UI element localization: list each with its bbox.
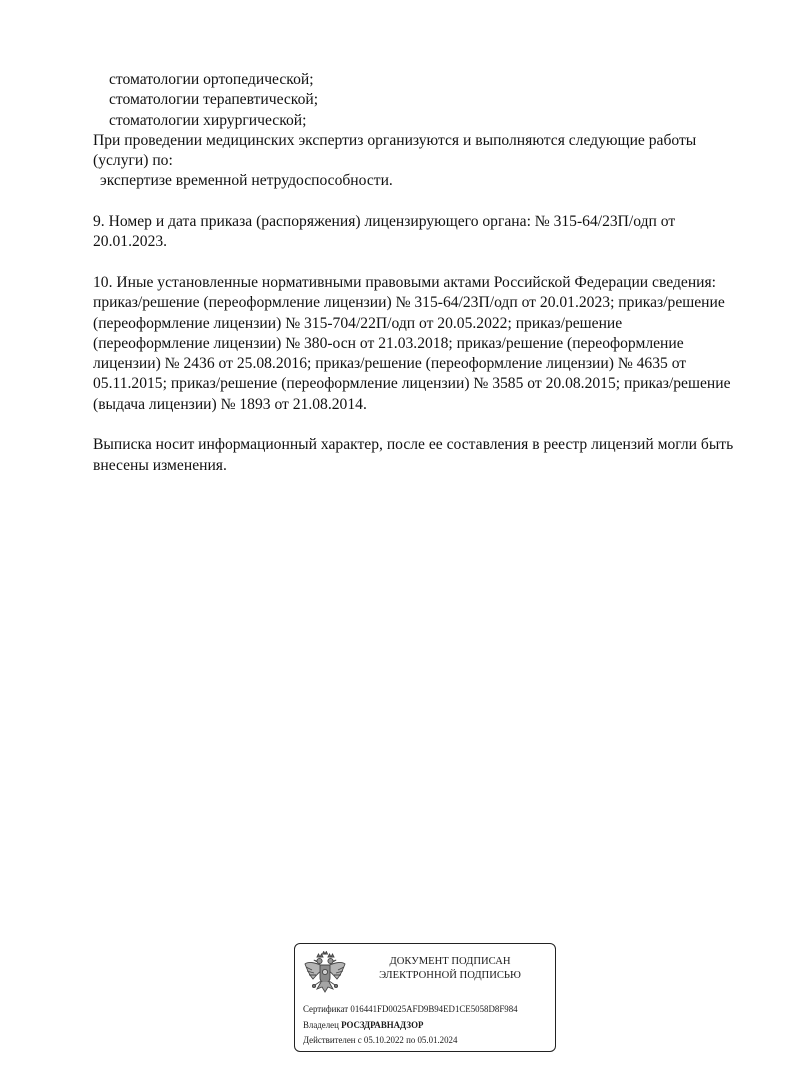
owner-row [303, 1018, 518, 1034]
list-item-surgical: стоматологии хирургической; [109, 111, 307, 129]
electronic-signature-stamp [294, 943, 556, 1052]
stamp-title [351, 955, 549, 982]
stamp-details [303, 1002, 518, 1049]
certificate-value: 016441FD0025AFD9B94ED1CE5058D8F984 [350, 1004, 518, 1014]
stamp-title-line-2: ЭЛЕКТРОННОЙ ПОДПИСЬЮ [379, 969, 521, 981]
document-body [93, 70, 758, 476]
expertise-intro-line-1: При проведении медицинских экспертиз организуются и выполняются следующие работы [93, 131, 697, 149]
section-10-line-2: приказ/решение (переоформление лицензии) № 315-64/23П/одп от 20.01.2023; приказ/решение [93, 294, 725, 312]
section-10-line-7: (выдача лицензии) № 1893 от 21.08.2014. [93, 395, 367, 413]
list-item-orthopedic: стоматологии ортопедической; [109, 71, 314, 88]
disclaimer-line-2: внесены изменения. [93, 456, 227, 474]
section-9-line-2: 20.01.2023. [93, 233, 168, 251]
owner-label: Владелец [303, 1019, 339, 1030]
owner-value: РОСЗДРАВНАДЗОР [341, 1019, 424, 1030]
paragraph-gap [93, 253, 758, 273]
certificate-row [303, 1002, 518, 1018]
expertise-item: экспертизе временной нетрудоспособности. [100, 172, 393, 190]
double-headed-eagle-emblem-icon [303, 951, 347, 997]
section-10-line-4: (переоформление лицензии) № 380-осн от 21.03.2018; приказ/решение (переоформление [93, 334, 684, 352]
disclaimer-line-1: Выписка носит информационный характер, после ее составления в реестр лицензий могли быть [93, 436, 734, 454]
section-10-line-6: 05.11.2015; приказ/решение (переоформление лицензии) № 3585 от 20.08.2015; приказ/решение [93, 375, 731, 393]
certificate-label: Сертификат [303, 1004, 349, 1014]
expertise-intro-line-2: (услуги) по: [93, 152, 173, 170]
section-10-line-3: (переоформление лицензии) № 315-704/22П/одп от 20.05.2022; приказ/решение [93, 314, 623, 332]
section-10-line-1: 10. Иные установленные нормативными правовыми актами Российской Федерации сведения: [93, 273, 717, 291]
paragraph-gap [93, 415, 758, 435]
section-9-line-1: 9. Номер и дата приказа (распоряжения) лицензирующего органа: № 315-64/23П/одп от [93, 213, 676, 231]
stamp-title-line-1: ДОКУМЕНТ ПОДПИСАН [389, 956, 511, 967]
validity-row: Действителен с 05.10.2022 по 05.01.2024 [303, 1035, 458, 1045]
list-item-therapeutic: стоматологии терапевтической; [109, 91, 319, 109]
section-10-line-5: лицензии) № 2436 от 25.08.2016; приказ/решение (переоформление лицензии) № 4635 от [93, 355, 687, 373]
paragraph-gap [93, 192, 758, 212]
